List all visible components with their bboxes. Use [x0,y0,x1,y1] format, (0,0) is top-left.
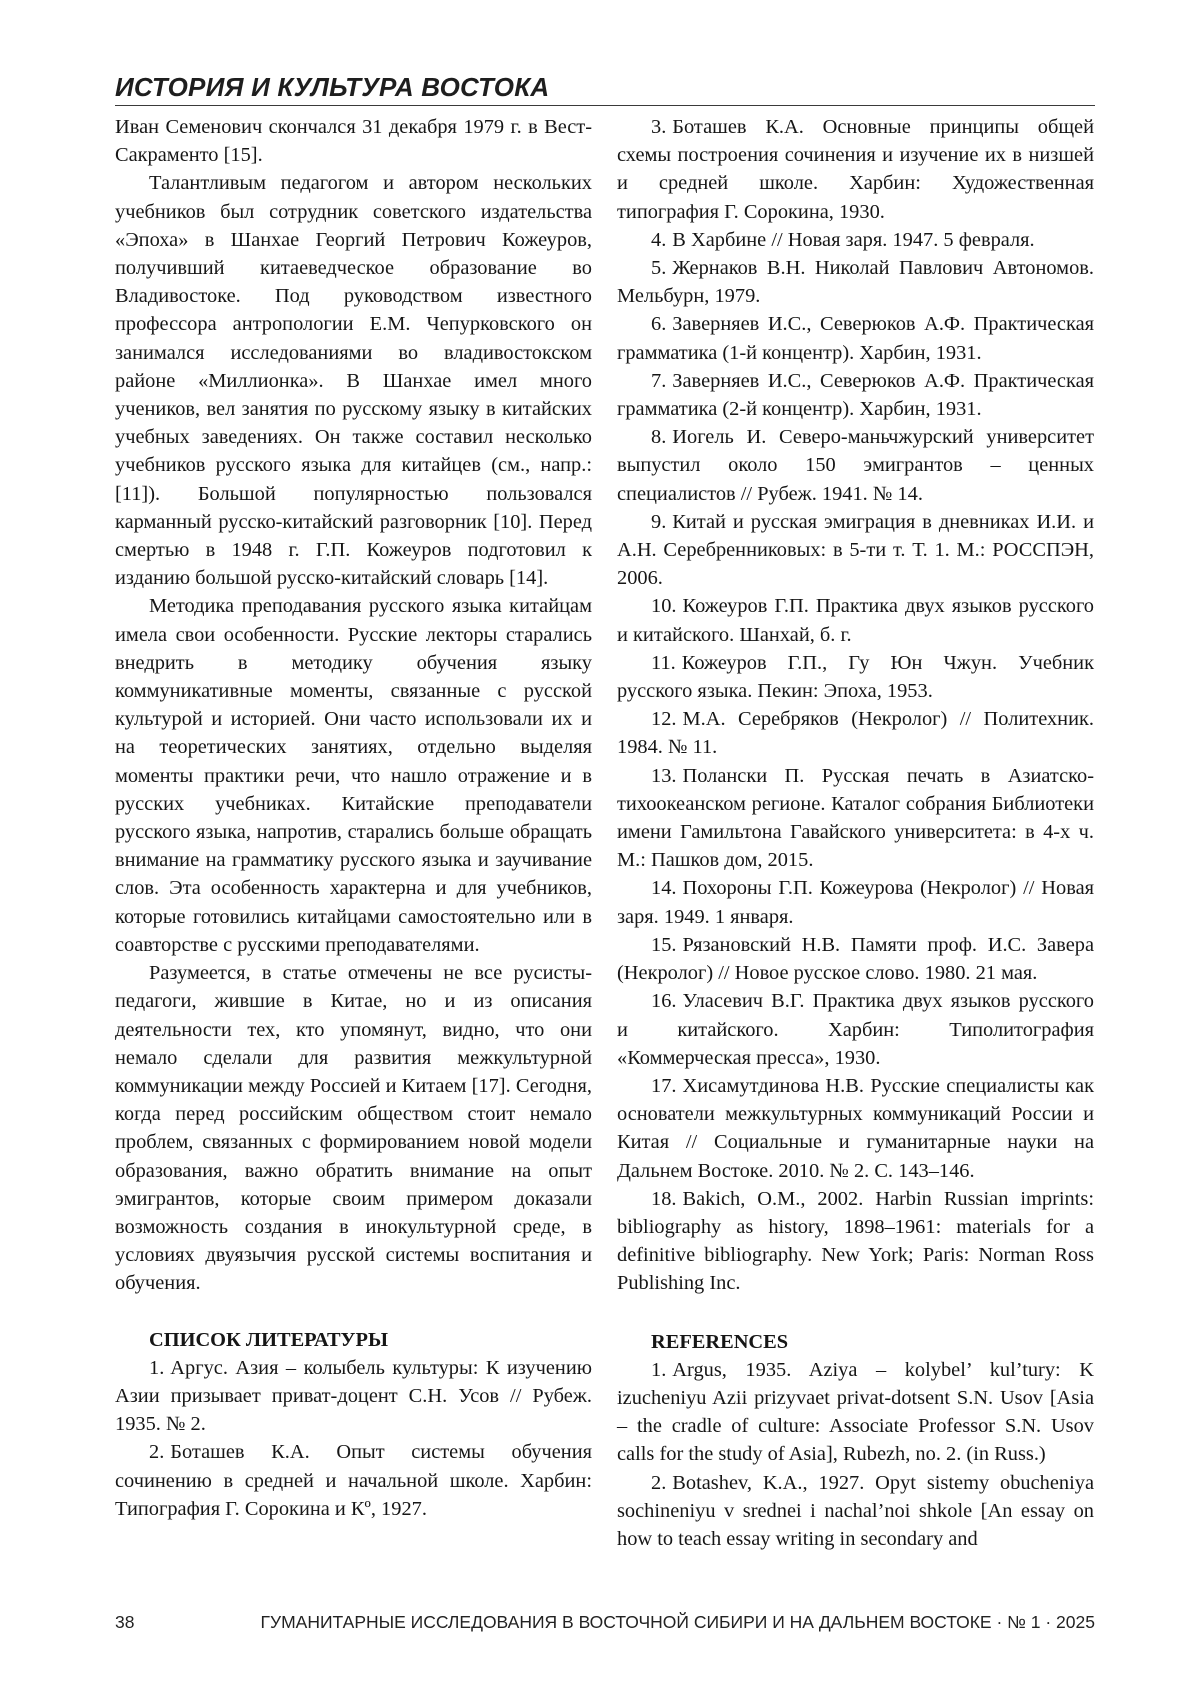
page-footer [115,1612,1095,1633]
header-rule [115,105,1095,106]
body-paragraph: Методика преподавания русского языка китайцам имела свои особенности. Русские лекторы старались внедрить в методику обучения языку коммуникативные моменты, связанные с русской культурой и историей. Они часто использовали их и на теоретических занятиях, отдельно выделяя моменты практики речи, что нашло отражение и в русских учебниках. Китайские преподаватели русского языка, напротив, старались больше обращать внимание на грамматику русского языка и заучивание слов. Эта особенность характерна и для учебников, которые готовились китайцами самостоятельно или в соавторстве с русскими преподавателями. [115,595,592,956]
bibliography-list [115,1354,592,1523]
bibliography-item: 2. Боташев К.А. Опыт системы обучения сочинению в средней и начальной школе. Харбин: Типография Г. Сорокина и Кº, 1927. [115,1441,592,1520]
references-list [617,1356,1094,1553]
bibliography-item: 13. Полански П. Русская печать в Азиатско-тихоокеанском регионе. Каталог собрания Библиотеки имени Гамильтона Гавайского университета: в 4-х ч. М.: Пашков дом, 2015. [617,764,1094,872]
left-column [115,113,592,1523]
bibliography-item: 5. Жернаков В.Н. Николай Павлович Автономов. Мельбурн, 1979. [617,257,1094,308]
reference-item: 2. Botashev, K.A., 1927. Opyt sistemy obucheniya sochineniyu v srednei i nachal’noi shkole [An essay on how to teach essay writing in secondary and [617,1471,1094,1550]
bibliography-item: 18. Bakich, O.M., 2002. Harbin Russian imprints: bibliography as history, 1898–1961: materials for a definitive bibliography. New York; Paris: Norman Ross Publishing Inc. [617,1187,1094,1295]
bibliography-list-continued [617,113,1094,1298]
body-paragraph: Разумеется, в статье отмечены не все русисты-педагоги, жившие в Китае, но и из описания деятельности тех, кто упомянут, видно, что они немало сделали для развития межкультурной коммуникации между Россией и Китаем [17]. Сегодня, когда перед российским обществом стоит немало проблем, связанных с формированием новой модели образования, важно обратить внимание на опыт эмигрантов, которые своим примером доказали возможность создания в инокультурной среде, в условиях двуязычия русской системы воспитания и обучения. [115,962,592,1295]
bibliography-item: 16. Уласевич В.Г. Практика двух языков русского и китайского. Харбин: Типолитография «Коммерческая пресса», 1930. [617,990,1094,1069]
references-title: REFERENCES [651,1330,789,1353]
bibliography-item: 12. М.А. Серебряков (Некролог) // Политехник. 1984. № 11. [617,708,1094,759]
bibliography-item: 9. Китай и русская эмиграция в дневниках И.И. и А.Н. Серебренниковых: в 5-ти т. Т. 1. М.: РОССПЭН, 2006. [617,510,1094,590]
right-column [617,113,1094,1553]
bibliography-item: 14. Похороны Г.П. Кожеурова (Некролог) // Новая заря. 1949. 1 января. [617,877,1094,928]
bibliography-item: 11. Кожеуров Г.П., Гу Юн Чжун. Учебник русского языка. Пекин: Эпоха, 1953. [617,651,1094,703]
bibliography-item: 6. Заверняев И.С., Северюков А.Ф. Практическая грамматика (1-й концентр). Харбин, 1931. [617,313,1094,364]
reference-item: 1. Argus, 1935. Aziya – kolybel’ kul’tury: K izucheniyu Azii prizyvaet privat-dotsent S.N. Usov [Asia – the cradle of culture: Associate Professor S.N. Usov calls for the study of Asia], Rubezh, no. 2. (in Russ.) [617,1358,1094,1466]
body-paragraph: Талантливым педагогом и автором нескольких учебников был сотрудник советского издательства «Эпоха» в Шанхае Георгий Петрович Кожеуров, получивший китаеведческое образование во Владивостоке. Под руководством известного профессора антропологии Е.М. Чепурковского он занимался исследованиями во владивостокском районе «Миллионка». В Шанхае имел много учеников, вел занятия по русскому языку в китайских учебных заведениях. Он также составил несколько учебников русского языка для китайцев (см., напр.: [11]). Большой популярностью пользовался карманный русско-китайский разговорник [10]. Перед смертью в 1948 г. Г.П. Кожеуров подготовил к изданию большой русско-китайский словарь [14]. [115,172,592,590]
page-number: 38 [115,1612,135,1632]
bibliography-item: 1. Аргус. Азия – колыбель культуры: К изучению Азии призывает приват-доцент С.Н. Усов // Рубеж. 1935. № 2. [115,1356,592,1436]
bibliography-item: 3. Боташев К.А. Основные принципы общей схемы построения сочинения и изучение их в низшей и средней школе. Харбин: Художественная типография Г. Сорокина, 1930. [617,116,1094,223]
bibliography-item: 10. Кожеуров Г.П. Практика двух языков русского и китайского. Шанхай, б. г. [617,595,1094,646]
bibliography-item: 7. Заверняев И.С., Северюков А.Ф. Практическая грамматика (2-й концентр). Харбин, 1931. [617,369,1094,421]
bibliography-title: СПИСОК ЛИТЕРАТУРЫ [149,1328,388,1351]
journal-title: ГУМАНИТАРНЫЕ ИССЛЕДОВАНИЯ В ВОСТОЧНОЙ СИБИРИ И НА ДАЛЬНЕМ ВОСТОКЕ · № 1 · 2025 [260,1612,1095,1632]
bibliography-item: 4. В Харбине // Новая заря. 1947. 5 февраля. [651,228,1035,251]
bibliography-item: 15. Рязановский Н.В. Памяти проф. И.С. Завера (Некролог) // Новое русское слово. 1980. 21 мая. [617,933,1094,985]
bibliography-item: 8. Иогель И. Северо-маньчжурский университет выпустил около 150 эмигрантов – ценных специалистов // Рубеж. 1941. № 14. [617,426,1094,505]
running-head: ИСТОРИЯ И КУЛЬТУРА ВОСТОКА [115,72,550,102]
body-paragraph: Иван Семенович скончался 31 декабря 1979 г. в Вест-Сакраменто [15]. [115,116,592,167]
bibliography-item: 17. Хисамутдинова Н.В. Русские специалисты как основатели межкультурных коммуникаций России и Китая // Социальные и гуманитарные науки на Дальнем Востоке. 2010. № 2. С. 143–146. [617,1074,1094,1182]
